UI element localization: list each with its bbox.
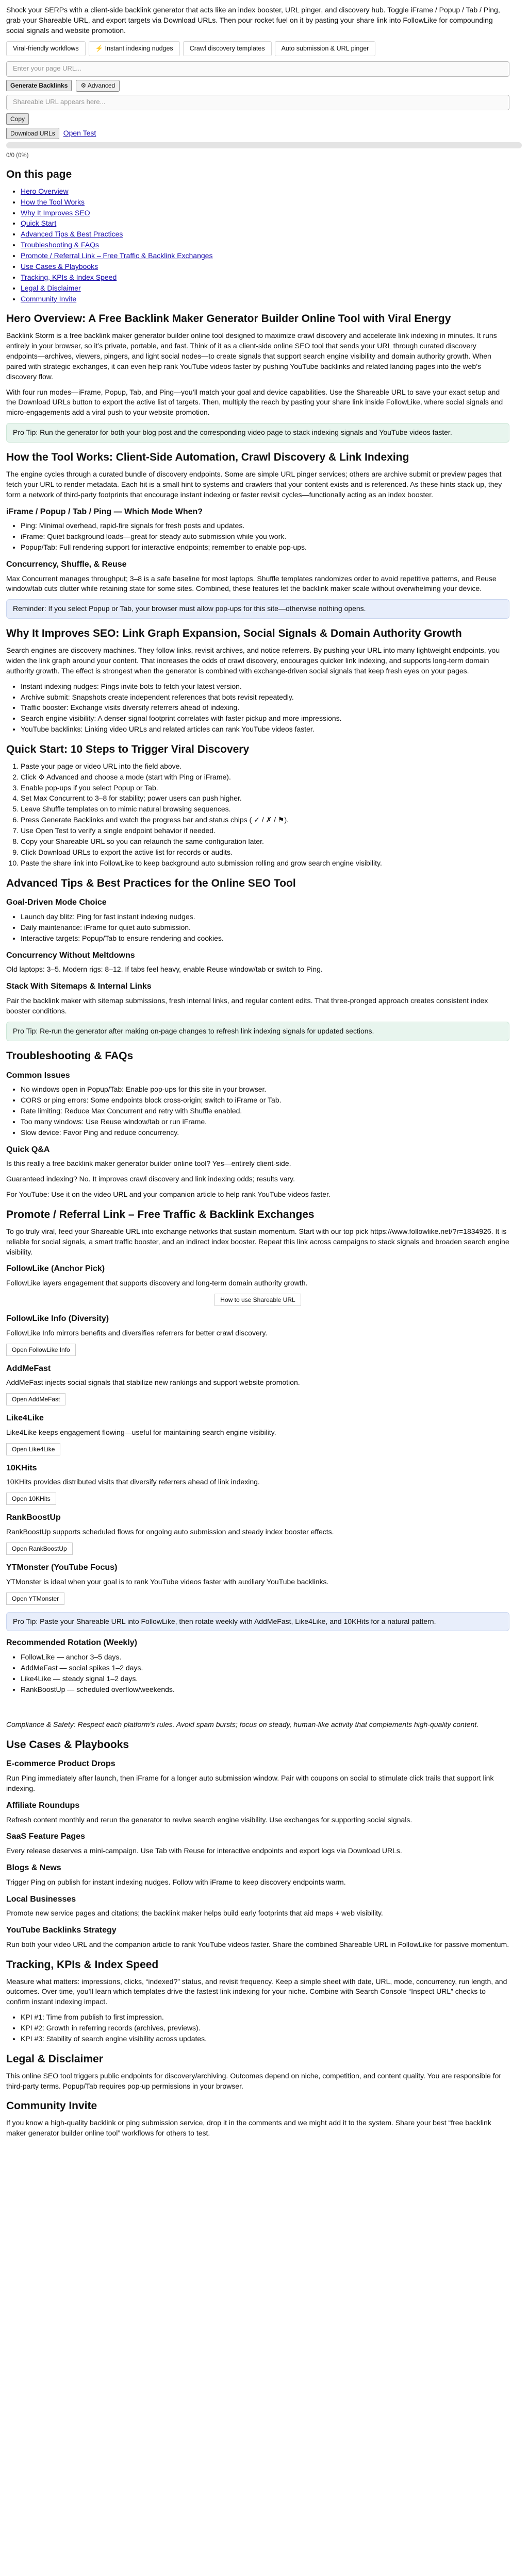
progress-bar — [6, 142, 522, 148]
quickstart-step: 4. Set Max Concurrent to 3–8 for stability; power users can push higher. — [21, 793, 509, 804]
usecase-heading: SaaS Feature Pages — [6, 1832, 85, 1841]
exchange-card-title: FollowLike Info (Diversity) — [6, 1314, 109, 1323]
qa-heading: Quick Q&A — [6, 1145, 50, 1154]
copy-row — [6, 113, 509, 125]
toc-title: On this page — [6, 168, 72, 180]
hero-paragraph: With four run modes—iFrame, Popup, Tab, and Ping—you’ll match your goal and device capabilities. Use the Shareable URL to save your exact setup and the Download URLs button to export the active list of targets. Then, multiply the reach by pasting your share link inside FollowLike, where social signals and micro-engagements add a viral push to your website promotion. — [6, 387, 503, 417]
usecase-heading: E-commerce Product Drops — [6, 1759, 116, 1769]
exchange-card-text: RankBoostUp supports scheduled flows for ongoing auto submission and steady index booster effects. — [6, 1528, 334, 1536]
tracking-title: Tracking, KPIs & Index Speed — [6, 1958, 159, 1971]
rotation-item: • FollowLike — anchor 3–5 days. — [21, 1652, 509, 1663]
kpi-item: • KPI #3: Stability of search engine visibility across updates. — [21, 2034, 509, 2044]
stack-paragraph: Pair the backlink maker with sitemap submissions, fresh internal links, and regular content edits. That three-pronged approach creates consistent index booster conditions. — [6, 996, 488, 1015]
usecase-heading: Local Businesses — [6, 1894, 76, 1904]
qa-item: For YouTube: Use it on the video URL and your companion article to help rank YouTube videos faster. — [6, 1190, 331, 1199]
mode-item: • Ping: Minimal overhead, rapid-fire signals for fresh posts and updates. — [21, 521, 509, 531]
issue-item: • Slow device: Favor Ping and reduce concurrency. — [21, 1128, 509, 1138]
toolbar-viral-button[interactable]: Viral-friendly workflows — [6, 41, 86, 56]
usecase-text: Run Ping immediately after launch, then iFrame for a longer auto submission window. Pair with coupons on social to stimulate click trails that support link indexing. — [6, 1774, 494, 1792]
exchange-card — [6, 1363, 509, 1406]
hero-tip: Pro Tip: Run the generator for both your blog post and the corresponding video page to stack indexing signals and YouTube videos faster. — [6, 423, 509, 443]
intro-text: Shock your SERPs with a client-side backlink generator that acts like an index booster, URL pinger, and discovery hub. Toggle iFrame / Popup / Tab / Ping, grab your Shareable URL, and export targets via Download URLs. Then pour rocket fuel on it by pasting your share link into FollowLike for compounding social signals and website promotion. — [6, 6, 500, 35]
why-item: • Instant indexing nudges: Pings invite bots to fetch your latest version. — [21, 682, 509, 692]
download-urls-button[interactable]: Download URLs — [6, 128, 59, 139]
open-exchange-button[interactable]: Open AddMeFast — [6, 1393, 65, 1405]
concurrency-tips-paragraph: Old laptops: 3–5. Modern rigs: 8–12. If tabs feel heavy, enable Reuse window/tab or switch to Ping. — [6, 965, 323, 974]
download-row — [6, 128, 509, 139]
goal-list — [6, 912, 509, 944]
issue-item: • CORS or ping errors: Some endpoints block cross-origin; switch to iFrame or Tab. — [21, 1095, 509, 1106]
promote-paragraph: To go truly viral, feed your Shareable URL into exchange networks that sustain momentum. Start with our top pick https://www.followlike.net/?r=1834926. It is reliable for social signals, a smart traffic booster, and an indirect index booster. Repeat this link across campaigns to stack signals and broaden search engine visibility. — [6, 1227, 509, 1256]
toc-link[interactable]: Quick Start — [21, 219, 57, 228]
goal-heading: Goal-Driven Mode Choice — [6, 898, 107, 907]
exchange-card-title: RankBoostUp — [6, 1513, 61, 1522]
compliance-note: Compliance & Safety: Respect each platform’s rules. Avoid spam bursts; focus on steady, human-like activity that complements high-quality content. — [6, 1720, 479, 1728]
tips-title: Advanced Tips & Best Practices for the Online SEO Tool — [6, 877, 296, 889]
usecase-heading: Affiliate Roundups — [6, 1801, 80, 1810]
open-exchange-button[interactable]: Open Like4Like — [6, 1443, 60, 1455]
why-paragraph: Search engines are discovery machines. They follow links, revisit archives, and notice referrers. By pushing your URL into many lightweight endpoints, you widen the link graph around your content. That increases the odds of crawl discovery, encourages quicker link indexing, and supports long-term domain authority growth. The effect is strongest when the generator is combined with exchange-driven social signals that keep fresh eyes on your pages. — [6, 646, 500, 675]
promote-title: Promote / Referral Link – Free Traffic & Backlink Exchanges — [6, 1208, 315, 1221]
exchange-card-text: YTMonster is ideal when your goal is to rank YouTube videos faster with auxiliary YouTube backlinks. — [6, 1577, 329, 1586]
how-title: How the Tool Works: Client-Side Automation, Crawl Discovery & Link Indexing — [6, 451, 409, 464]
why-title: Why It Improves SEO: Link Graph Expansion, Social Signals & Domain Authority Growth — [6, 628, 462, 640]
toc-link[interactable]: How the Tool Works — [21, 197, 85, 206]
quickstart-step: 7. Use Open Test to verify a single endpoint behavior if needed. — [21, 826, 509, 836]
exchange-card-text: 10KHits provides distributed visits that diversify referrers ahead of link indexing. — [6, 1478, 260, 1486]
usecase-text: Promote new service pages and citations; the backlink maker helps build early footprints that aid maps + web visibility. — [6, 1909, 383, 1918]
issues-list — [6, 1084, 509, 1138]
issues-heading: Common Issues — [6, 1071, 70, 1080]
usecase-text: Every release deserves a mini-campaign. Use Tab with Reuse for interactive endpoints and export logs via Download URLs. — [6, 1846, 402, 1855]
rotation-item: • RankBoostUp — scheduled overflow/weekends. — [21, 1685, 509, 1695]
quickstart-step: 3. Enable pop-ups if you select Popup or Tab. — [21, 783, 509, 793]
goal-item: • Interactive targets: Popup/Tab to ensure rendering and cookies. — [21, 934, 509, 944]
tracking-paragraph: Measure what matters: impressions, clicks, “indexed?” status, and revisit frequency. Keep a simple sheet with date, URL, mode, concurrency, run length, and outcomes. Over time, you’ll learn which templates drive the fastest link indexing for your niche. Combine with Search Console “Inspect URL” checks to confirm instant indexing impact. — [6, 1977, 507, 2006]
quickstart-step: 5. Leave Shuffle templates on to mimic natural browsing sequences. — [21, 804, 509, 815]
quickstart-step: 10. Paste the share link into FollowLike to keep background auto submission rolling and grow search engine visibility. — [21, 858, 509, 869]
exchange-card-title: FollowLike (Anchor Pick) — [6, 1264, 105, 1274]
exchange-card-title: Like4Like — [6, 1414, 44, 1423]
qa-item: Guaranteed indexing? No. It improves crawl discovery and link indexing odds; results vary. — [6, 1175, 295, 1183]
quickstart-step: 2. Click ⚙ Advanced and choose a mode (start with Ping or iFrame). — [21, 772, 509, 783]
url-input[interactable]: Enter your page URL... — [6, 61, 509, 77]
hero-paragraph: Backlink Storm is a free backlink maker generator builder online tool designed to maximize crawl discovery and accelerate link indexing in minutes. It runs entirely in your browser, so it’s private, portable, and fast. Think of it as a client-side online SEO tool that sends your URL through curated discovery endpoints—archives, viewers, pingers, and light social nodes—to create signals that support search engine visibility and domain authority growth. When paired with strategic exchanges, it can even help rank YouTube videos faster by pushing YouTube backlinks and related landing pages into the web’s discovery flow. — [6, 331, 497, 381]
rotation-tip: Pro Tip: Paste your Shareable URL into FollowLike, then rotate weekly with AddMeFast, Like4Like, and 10KHits for a natural pattern. — [6, 1612, 509, 1632]
mode-item: • Popup/Tab: Full rendering support for interactive endpoints; remember to enable pop-ups. — [21, 543, 509, 553]
open-exchange-button[interactable]: Open RankBoostUp — [6, 1543, 73, 1555]
legal-title: Legal & Disclaimer — [6, 2053, 103, 2065]
toc-link[interactable]: Legal & Disclaimer — [21, 283, 81, 292]
legal-paragraph: This online SEO tool triggers public endpoints for discovery/archiving. Outcomes depend on niche, competition, and content quality. You are responsible for third-party terms. Popup/Tab requires pop-up permissions in your browser. — [6, 2071, 502, 2090]
usecases-title: Use Cases & Playbooks — [6, 1738, 129, 1751]
toolbar-submission-button[interactable]: Auto submission & URL pinger — [275, 41, 376, 56]
issue-item: • No windows open in Popup/Tab: Enable pop-ups for this site in your browser. — [21, 1084, 509, 1095]
copy-button[interactable]: Copy — [6, 113, 29, 125]
issue-item: • Too many windows: Use Reuse window/tab or run iFrame. — [21, 1117, 509, 1127]
usecase-heading: YouTube Backlinks Strategy — [6, 1926, 117, 1935]
usecase-text: Refresh content monthly and rerun the generator to revive search engine visibility. Use exchanges for supporting social signals. — [6, 1815, 412, 1824]
toolbar-crawl-button[interactable]: Crawl discovery templates — [183, 41, 272, 56]
exchange-card-text: FollowLike Info mirrors benefits and diversifies referrers for better crawl discovery. — [6, 1328, 268, 1337]
exchange-card — [6, 1263, 509, 1306]
shareable-url-field[interactable]: Shareable URL appears here... — [6, 95, 509, 110]
quickstart-steps — [6, 761, 509, 869]
exchange-card-text: AddMeFast injects social signals that stabilize new rankings and support website promotion. — [6, 1378, 300, 1387]
quickstart-step: 9. Click Download URLs to export the active list for records or audits. — [21, 848, 509, 858]
modes-list — [6, 521, 509, 553]
open-exchange-button[interactable]: Open FollowLike Info — [6, 1344, 76, 1356]
quickstart-title: Quick Start: 10 Steps to Trigger Viral Discovery — [6, 743, 250, 756]
mode-item: • iFrame: Quiet background loads—great for steady auto submission while you work. — [21, 532, 509, 542]
toolbar-indexing-button[interactable]: ⚡ Instant indexing nudges — [89, 41, 180, 56]
quickstart-step: 6. Press Generate Backlinks and watch the progress bar and status chips ( ✓ / ✗ / ⚑). — [21, 815, 509, 825]
feature-toolbar — [6, 41, 509, 56]
shareable-url-help-button[interactable]: How to use Shareable URL — [214, 1294, 301, 1306]
open-exchange-button[interactable]: Open 10KHits — [6, 1493, 56, 1505]
popup-reminder: Reminder: If you select Popup or Tab, your browser must allow pop-ups for this site—otherwise nothing opens. — [6, 599, 509, 619]
why-item: • Archive submit: Snapshots create independent references that bots revisit repeatedly. — [21, 692, 509, 703]
how-paragraph: The engine cycles through a curated bundle of discovery endpoints. Some are simple URL pinger services; others are archive submit or preview pages that fetch your URL to render metadata. Each hit is a small hint to systems and crawlers that your content exists and is referenced. As these hints stack up, they form a network of third-party footprints that encourage instant indexing or faster revisit cycles—functionally acting as an index booster. — [6, 469, 502, 499]
exchange-card-title: AddMeFast — [6, 1364, 51, 1373]
concurrency-paragraph: Max Concurrent manages throughput; 3–8 is a safe baseline for most laptops. Shuffle templates randomizes order to avoid repetitive patterns, and Reuse window/tab cuts clutter while retaining state for some sites. Combined, these features let the backlink maker scale without overwhelming your device. — [6, 574, 497, 593]
why-item: • YouTube backlinks: Linking video URLs and related articles can rank YouTube videos faster. — [21, 724, 509, 735]
community-paragraph: If you know a high-quality backlink or ping submission service, drop it in the comments and we might add it to the system. Share your best “free backlink maker generator builder online tool” workflows for others to test. — [6, 2119, 491, 2138]
quickstart-step: 8. Copy your Shareable URL so you can relaunch the same configuration later. — [21, 837, 509, 847]
generate-backlinks-button[interactable]: Generate Backlinks — [6, 80, 72, 91]
kpi-list — [6, 2012, 509, 2044]
rotation-heading: Recommended Rotation (Weekly) — [6, 1638, 137, 1648]
kpi-item: • KPI #1: Time from publish to first impression. — [21, 2012, 509, 2023]
exchange-card — [6, 1463, 509, 1505]
toc-link[interactable]: Troubleshooting & FAQs — [21, 241, 100, 249]
toc-list — [6, 187, 509, 304]
tips-tip: Pro Tip: Re-run the generator after making on-page changes to refresh link indexing signals for updated sections. — [6, 1022, 509, 1041]
open-exchange-button[interactable]: Open YTMonster — [6, 1592, 64, 1605]
toc-link[interactable]: Advanced Tips & Best Practices — [21, 230, 123, 239]
toc-link[interactable]: Promote / Referral Link – Free Traffic & Backlink Exchanges — [21, 251, 213, 260]
rotation-item: • AddMeFast — social spikes 1–2 days. — [21, 1663, 509, 1673]
usecase-heading: Blogs & News — [6, 1863, 61, 1872]
kpi-item: • KPI #2: Growth in referring records (archives, previews). — [21, 2023, 509, 2033]
exchange-card-text: Like4Like keeps engagement flowing—useful for maintaining search engine visibility. — [6, 1428, 276, 1436]
community-title: Community Invite — [6, 2100, 97, 2112]
why-list — [6, 682, 509, 735]
mode-select[interactable]: ⚙ Advanced — [76, 80, 120, 92]
exchange-card-text: FollowLike layers engagement that supports discovery and long-term domain authority growth. — [6, 1279, 308, 1287]
usecase-text: Trigger Ping on publish for instant indexing nudges. Follow with iFrame to keep discovery endpoints warm. — [6, 1877, 346, 1886]
stack-heading: Stack With Sitemaps & Internal Links — [6, 982, 152, 991]
rotation-list — [6, 1652, 509, 1695]
qa-item: Is this really a free backlink maker generator builder online tool? Yes—entirely client-side. — [6, 1159, 291, 1168]
toc-link[interactable]: Hero Overview — [21, 187, 69, 195]
exchange-card — [6, 1562, 509, 1605]
exchange-card-title: YTMonster (YouTube Focus) — [6, 1563, 118, 1572]
usecase-text: Run both your video URL and the companion article to rank YouTube videos faster. Share the combined Shareable URL in FollowLike for passive momentum. — [6, 1940, 509, 1948]
toc-link[interactable]: Why It Improves SEO — [21, 208, 90, 217]
goal-item: • Launch day blitz: Ping for fast instant indexing nudges. — [21, 912, 509, 922]
toc-link[interactable]: Community Invite — [21, 294, 77, 303]
hero-title: Hero Overview: A Free Backlink Maker Generator Builder Online Tool with Viral Energy — [6, 313, 451, 325]
modes-heading: iFrame / Popup / Tab / Ping — Which Mode When? — [6, 507, 203, 516]
concurrency-heading: Concurrency, Shuffle, & Reuse — [6, 560, 127, 569]
troubleshooting-title: Troubleshooting & FAQs — [6, 1049, 134, 1062]
why-item: • Search engine visibility: A denser signal footprint correlates with faster pickup and more impressions. — [21, 714, 509, 724]
why-item: • Traffic booster: Exchange visits diversify referrers ahead of indexing. — [21, 703, 509, 713]
goal-item: • Daily maintenance: iFrame for quiet auto submission. — [21, 923, 509, 933]
exchange-card-title: 10KHits — [6, 1463, 37, 1472]
quickstart-step: 1. Paste your page or video URL into the field above. — [21, 761, 509, 772]
issue-item: • Rate limiting: Reduce Max Concurrent and retry with Shuffle enabled. — [21, 1106, 509, 1116]
status-text: 0/0 (0%) — [6, 152, 29, 159]
exchange-card — [6, 1512, 509, 1555]
exchange-card — [6, 1313, 509, 1356]
concurrency-tips-heading: Concurrency Without Meltdowns — [6, 951, 135, 960]
rotation-item: • Like4Like — steady signal 1–2 days. — [21, 1674, 509, 1684]
generate-row — [6, 80, 509, 92]
open-test-link[interactable]: Open Test — [63, 128, 96, 137]
exchange-card — [6, 1413, 509, 1455]
toc-link[interactable]: Use Cases & Playbooks — [21, 262, 98, 270]
toc-link[interactable]: Tracking, KPIs & Index Speed — [21, 273, 117, 281]
